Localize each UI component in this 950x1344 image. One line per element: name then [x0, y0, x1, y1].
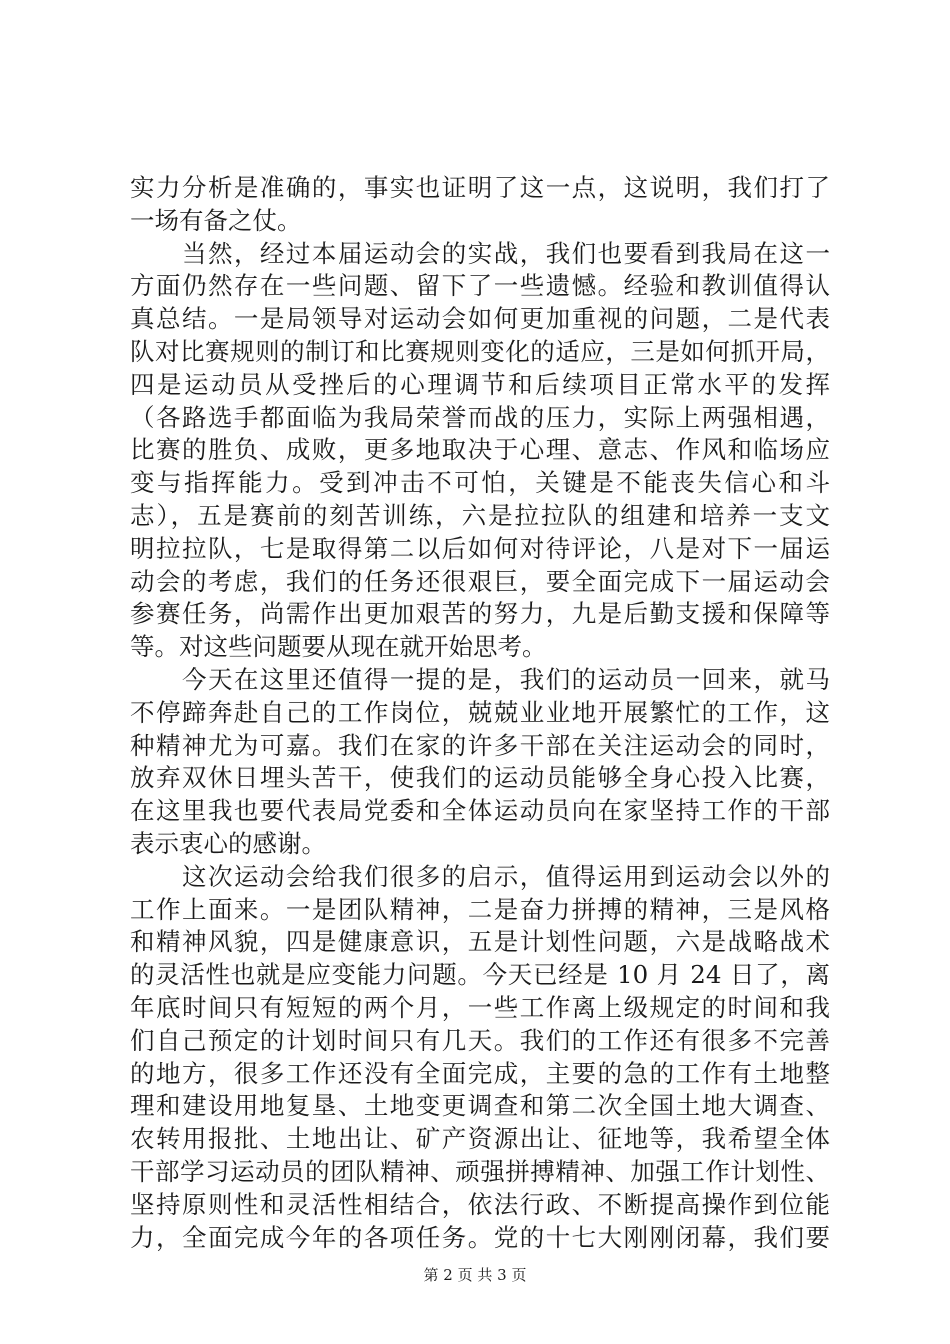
text-line: 种精神尤为可嘉。我们在家的许多干部在关注运动会的同时， [130, 730, 830, 760]
text-line: 变与指挥能力。受到冲击不可怕，关键是不能丧失信心和斗 [130, 468, 830, 498]
text-line: 理和建设用地复垦、土地变更调查和第二次全国土地大调查、 [130, 1091, 830, 1121]
text-line: 一场有备之仗。 [130, 205, 302, 235]
text-line: 年底时间只有短短的两个月，一些工作离上级规定的时间和我 [130, 992, 830, 1022]
text-line: 真总结。一是局领导对运动会如何更加重视的问题，二是代表 [130, 304, 830, 334]
text-line: 实力分析是准确的，事实也证明了这一点，这说明，我们打了 [130, 173, 830, 202]
text-line: （各路选手都面临为我局荣誉而战的压力，实际上两强相遇， [130, 402, 830, 432]
text-line: 参赛任务，尚需作出更加艰苦的努力，九是后勤支援和保障等 [130, 599, 830, 629]
text-line: 的地方，很多工作还没有全面完成，主要的急的工作有土地整 [130, 1058, 830, 1088]
text-line: 队对比赛规则的制订和比赛规则变化的适应，三是如何抓开局， [130, 336, 830, 366]
text-line: 比赛的胜负、成败，更多地取决于心理、意志、作风和临场应 [130, 435, 830, 465]
text-line: 等。对这些问题要从现在就开始思考。 [130, 632, 547, 662]
text-line: 这次运动会给我们很多的启示，值得运用到运动会以外的 [182, 861, 830, 891]
text-line: 们自己预定的计划时间只有几天。我们的工作还有很多不完善 [130, 1025, 830, 1055]
text-line: 当然，经过本届运动会的实战，我们也要看到我局在这一 [182, 238, 830, 268]
text-line: 动会的考虑，我们的任务还很艰巨，要全面完成下一届运动会 [130, 566, 830, 596]
text-line: 在这里我也要代表局党委和全体运动员向在家坚持工作的干部 [130, 796, 830, 826]
text-line: 明拉拉队，七是取得第二以后如何对待评论，八是对下一届运 [130, 533, 830, 563]
text-line: 四是运动员从受挫后的心理调节和后续项目正常水平的发挥 [130, 369, 830, 399]
text-line: 和精神风貌，四是健康意识，五是计划性问题，六是战略战术 [130, 927, 830, 957]
text-line: 农转用报批、土地出让、矿产资源出让、征地等，我希望全体 [130, 1124, 830, 1154]
text-line: 工作上面来。一是团队精神，二是奋力拼搏的精神，三是风格 [130, 894, 830, 924]
text-line: 坚持原则性和灵活性相结合，依法行政、不断提高操作到位能 [130, 1189, 830, 1219]
page-footer: 第 2 页 共 3 页 [423, 1266, 527, 1284]
text-line: 表示衷心的感谢。 [130, 828, 326, 858]
text-line: 方面仍然存在一些问题、留下了一些遗憾。经验和教训值得认 [130, 271, 830, 301]
text-line: 力，全面完成今年的各项任务。党的十七大刚刚闭幕，我们要 [130, 1222, 830, 1252]
text-line: 放弃双休日埋头苦干，使我们的运动员能够全身心投入比赛， [130, 763, 830, 793]
document-body [130, 172, 830, 1254]
text-line: 志），五是赛前的刻苦训练，六是拉拉队的组建和培养一支文 [130, 500, 830, 530]
text-line: 的灵活性也就是应变能力问题。今天已经是 10 月 24 日了，离 [130, 960, 830, 990]
text-line: 不停蹄奔赴自己的工作岗位，兢兢业业地开展繁忙的工作，这 [130, 697, 830, 727]
text-line: 今天在这里还值得一提的是，我们的运动员一回来，就马 [182, 664, 830, 694]
text-line: 干部学习运动员的团队精神、顽强拼搏精神、加强工作计划性、 [130, 1156, 830, 1186]
